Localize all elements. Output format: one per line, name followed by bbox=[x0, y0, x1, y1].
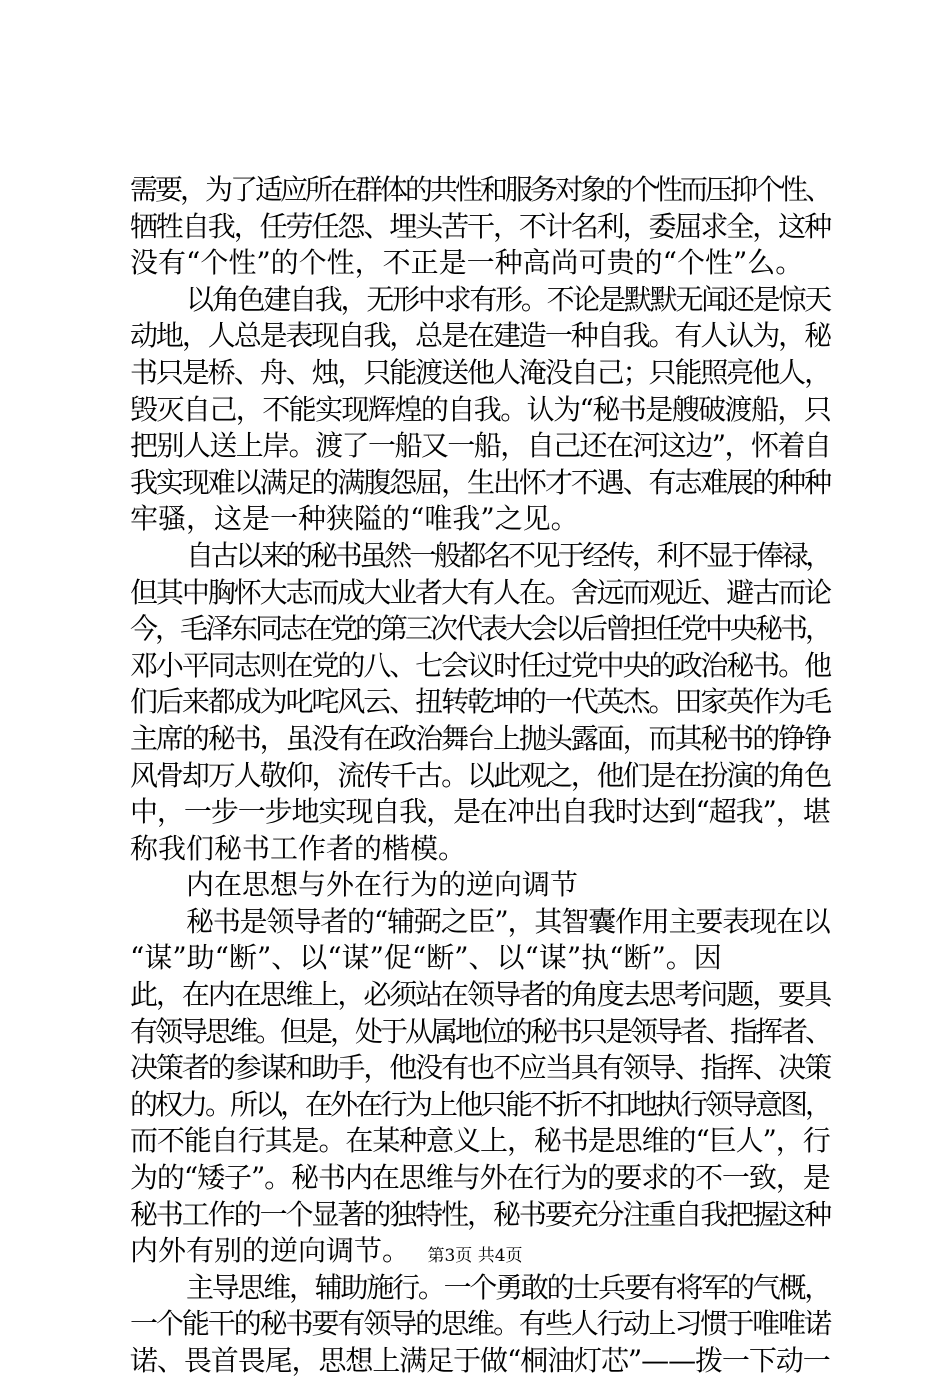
text-line: 秘书工作的一个显著的独特性，秘书要充分注重自我把握这种 bbox=[130, 1197, 831, 1231]
text-line: 今，毛泽东同志在党的第三次代表大会以后曾担任党中央秘书， bbox=[130, 612, 831, 646]
text-line: 风骨却万人敬仰，流传千古。以此观之，他们是在扮演的角色 bbox=[130, 758, 831, 792]
text-line: 我实现难以满足的满腹怨屈，生出怀才不遇、有志难展的种种 bbox=[130, 465, 831, 499]
text-line: 的权力。所以，在外在行为上他只能不折不扣地执行领导意图， bbox=[130, 1087, 831, 1121]
text-line: 没有“个性”的个性，不正是一种高尚可贵的“个性”么。 bbox=[130, 246, 804, 280]
text-line: 有领导思维。但是，处于从属地位的秘书只是领导者、指挥者、 bbox=[130, 1014, 831, 1048]
text-line: 为的“矮子”。秘书内在思维与外在行为的要求的不一致，是 bbox=[130, 1161, 830, 1195]
text-line: 中，一步一步地实现自我，是在冲出自我时达到“超我”，堪 bbox=[130, 795, 830, 829]
text-line: 书只是桥、舟、烛，只能渡送他人淹没自己；只能照亮他人， bbox=[130, 355, 831, 389]
text-line: 邓小平同志则在党的八、七会议时任过党中央的政治秘书。他 bbox=[130, 648, 831, 682]
paragraph-first-line: 自古以来的秘书虽然一般都名不见于经传，利不显于俸禄， bbox=[186, 538, 831, 572]
paragraph-first-line: 以角色建自我，无形中求有形。不论是默默无闻还是惊天 bbox=[186, 282, 831, 316]
text-line: 牺牲自我，任劳任怨、埋头苦干，不计名利，委屈求全，这种 bbox=[130, 209, 831, 243]
paragraph-first-line: 秘书是领导者的“辅弼之臣”，其智囊作用主要表现在以 bbox=[186, 904, 830, 938]
text-line: 决策者的参谋和助手，他没有也不应当具有领导、指挥、决策 bbox=[130, 1051, 831, 1085]
text-line: 诺、畏首畏尾，思想上满足于做“桐油灯芯”——拨一下动一 bbox=[130, 1344, 830, 1377]
text-line: 此，在内在思维上，必须站在领导者的角度去思考问题，要具 bbox=[130, 978, 831, 1012]
text-line: 主席的秘书，虽没有在政治舞台上抛头露面，而其秘书的铮铮 bbox=[130, 721, 831, 755]
text-line: 称我们秘书工作者的楷模。 bbox=[130, 831, 467, 865]
text-line: 牢骚，这是一种狭隘的“唯我”之见。 bbox=[130, 502, 579, 536]
paragraph-first-line: 主导思维，辅助施行。一个勇敢的士兵要有将军的气概， bbox=[186, 1270, 831, 1304]
text-line: “谋”助“断”、以“谋”促“断”、以“谋”执“断”。因 bbox=[130, 941, 722, 975]
text-line: 毁灭自己，不能实现辉煌的自我。认为“秘书是艘破渡船，只 bbox=[130, 392, 831, 426]
document-body bbox=[130, 172, 830, 1380]
text-line: 但其中胸怀大志而成大业者大有人在。舍远而观近、避古而论 bbox=[130, 575, 831, 609]
text-line: 们后来都成为叱咤风云、扭转乾坤的一代英杰。田家英作为毛 bbox=[130, 685, 831, 719]
text-line: 需要，为了适应所在群体的共性和服务对象的个性而压抑个性、 bbox=[130, 173, 831, 206]
text-line: 把别人送上岸。渡了一船又一船，自己还在河这边”，怀着自 bbox=[130, 429, 831, 463]
text-line: 内外有别的逆向调节。 bbox=[130, 1234, 411, 1268]
text-line: 而不能自行其是。在某种意义上，秘书是思维的“巨人”，行 bbox=[130, 1124, 830, 1158]
page-number-footer: 第3页 共4页 bbox=[427, 1246, 523, 1266]
text-line: 一个能干的秘书要有领导的思维。有些人行动上习惯于唯唯诺 bbox=[130, 1307, 831, 1341]
paragraph-first-line: 内在思想与外在行为的逆向调节 bbox=[186, 868, 579, 902]
text-line: 动地，人总是表现自我，总是在建造一种自我。有人认为，秘 bbox=[130, 319, 831, 353]
